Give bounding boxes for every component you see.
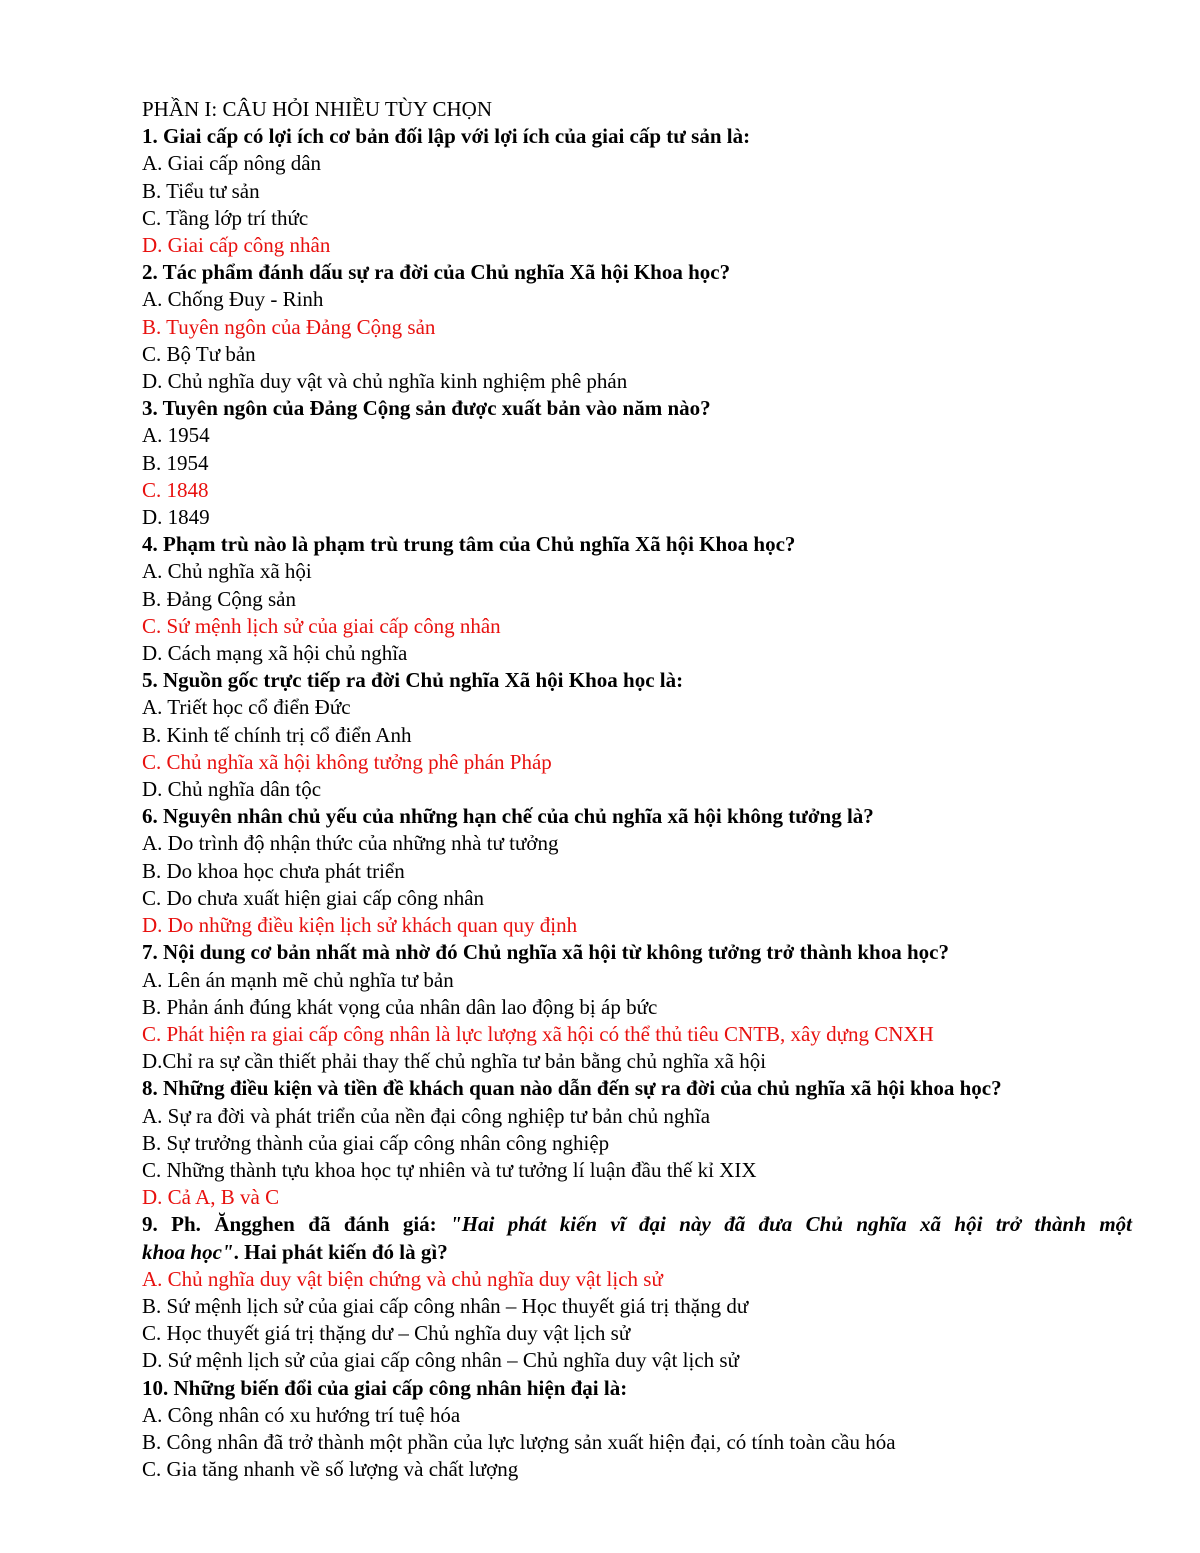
answer-option: B. 1954 xyxy=(142,450,209,475)
question-block xyxy=(142,667,1132,803)
answer-option: A. Sự ra đời và phát triển của nền đại công nghiệp tư bản chủ nghĩa xyxy=(142,1103,711,1128)
quote-line-2: khoa học" xyxy=(142,1239,234,1264)
question-block xyxy=(142,1375,1132,1484)
question-block xyxy=(142,395,1132,531)
question-text: 4. Phạm trù nào là phạm trù trung tâm của Chủ nghĩa Xã hội Khoa học? xyxy=(142,532,796,557)
answer-option: A. Triết học cổ điển Đức xyxy=(142,695,351,720)
question-text: 1. Giai cấp có lợi ích cơ bản đối lập với lợi ích của giai cấp tư sản là: xyxy=(142,124,751,149)
document-page xyxy=(142,96,1132,1483)
question-text: 3. Tuyên ngôn của Đảng Cộng sản được xuất bản vào năm nào? xyxy=(142,396,711,421)
answer-option: B. Tiểu tư sản xyxy=(142,178,260,203)
answer-option: C. Học thuyết giá trị thặng dư – Chủ nghĩa duy vật lịch sử xyxy=(142,1321,631,1346)
answer-option: B. Phản ánh đúng khát vọng của nhân dân lao động bị áp bức xyxy=(142,994,658,1019)
question-prefix: 9. Ph. Ăngghen đã đánh giá: xyxy=(142,1212,451,1237)
correct-answer-option: C. 1848 xyxy=(142,477,209,502)
answer-option: C. Những thành tựu khoa học tự nhiên và tư tưởng lí luận đầu thế kỉ XIX xyxy=(142,1157,757,1182)
answer-option: B. Công nhân đã trở thành một phần của lực lượng sản xuất hiện đại, có tính toàn cầu hóa xyxy=(142,1429,896,1454)
answer-option: A. Chủ nghĩa xã hội xyxy=(142,559,312,584)
correct-answer-option: B. Tuyên ngôn của Đảng Cộng sản xyxy=(142,314,436,339)
question-block xyxy=(142,939,1132,1075)
correct-answer-option: D. Cả A, B và C xyxy=(142,1185,280,1210)
answer-option: B. Do khoa học chưa phát triển xyxy=(142,858,405,883)
question-text: 2. Tác phẩm đánh dấu sự ra đời của Chủ nghĩa Xã hội Khoa học? xyxy=(142,260,731,285)
answer-option: B. Kinh tế chính trị cổ điển Anh xyxy=(142,722,412,747)
answer-option: B. Sứ mệnh lịch sử của giai cấp công nhân – Học thuyết giá trị thặng dư xyxy=(142,1293,749,1318)
question-text-continued xyxy=(142,1239,1132,1266)
question-block xyxy=(142,531,1132,667)
answer-option: C. Gia tăng nhanh về số lượng và chất lượng xyxy=(142,1457,519,1482)
answer-option: A. Do trình độ nhận thức của những nhà tư tưởng xyxy=(142,831,559,856)
question-text: 7. Nội dung cơ bản nhất mà nhờ đó Chủ nghĩa xã hội từ không tưởng trở thành khoa học? xyxy=(142,940,949,965)
answer-option: B. Đảng Cộng sản xyxy=(142,586,296,611)
question-block xyxy=(142,259,1132,395)
correct-answer-option: D. Do những điều kiện lịch sử khách quan quy định xyxy=(142,913,578,938)
question-suffix: . Hai phát kiến đó là gì? xyxy=(233,1239,448,1264)
question-text: 8. Những điều kiện và tiền đề khách quan nào dẫn đến sự ra đời của chủ nghĩa xã hội khoa học? xyxy=(142,1076,1002,1101)
answer-option: D. Sứ mệnh lịch sử của giai cấp công nhân – Chủ nghĩa duy vật lịch sử xyxy=(142,1348,739,1373)
question-block xyxy=(142,1211,1132,1374)
correct-answer-option: D. Giai cấp công nhân xyxy=(142,233,331,258)
answer-option: A. Lên án mạnh mẽ chủ nghĩa tư bản xyxy=(142,967,454,992)
answer-option: C. Bộ Tư bản xyxy=(142,341,256,366)
correct-answer-option: C. Sứ mệnh lịch sử của giai cấp công nhân xyxy=(142,613,501,638)
answer-option: B. Sự trưởng thành của giai cấp công nhân công nghiệp xyxy=(142,1130,610,1155)
answer-option: D. Cách mạng xã hội chủ nghĩa xyxy=(142,641,408,666)
answer-option: A. Công nhân có xu hướng trí tuệ hóa xyxy=(142,1402,461,1427)
answer-option: A. Chống Đuy - Rinh xyxy=(142,287,324,312)
section-heading: PHẦN I: CÂU HỎI NHIỀU TÙY CHỌN xyxy=(142,97,492,121)
answer-option: A. Giai cấp nông dân xyxy=(142,151,322,176)
quote-line-1: "Hai phát kiến vĩ đại này đã đưa Chủ nghĩa xã hội trở thành một xyxy=(450,1212,1132,1237)
answer-option: D. 1849 xyxy=(142,505,210,530)
correct-answer-option: C. Chủ nghĩa xã hội không tưởng phê phán Pháp xyxy=(142,749,552,774)
question-text: 5. Nguồn gốc trực tiếp ra đời Chủ nghĩa Xã hội Khoa học là: xyxy=(142,668,684,693)
answer-option: D. Chủ nghĩa duy vật và chủ nghĩa kinh nghiệm phê phán xyxy=(142,369,628,394)
answer-option: D.Chỉ ra sự cần thiết phải thay thế chủ nghĩa tư bản bằng chủ nghĩa xã hội xyxy=(142,1049,767,1074)
question-block xyxy=(142,803,1132,939)
answer-option: C. Tầng lớp trí thức xyxy=(142,205,309,230)
correct-answer-option: C. Phát hiện ra giai cấp công nhân là lực lượng xã hội có thể thủ tiêu CNTB, xây dựng CNXH xyxy=(142,1021,934,1046)
question-block xyxy=(142,1075,1132,1211)
answer-option: C. Do chưa xuất hiện giai cấp công nhân xyxy=(142,885,485,910)
answer-option: A. 1954 xyxy=(142,423,210,448)
question-block xyxy=(142,123,1132,259)
correct-answer-option: A. Chủ nghĩa duy vật biện chứng và chủ nghĩa duy vật lịch sử xyxy=(142,1266,663,1291)
question-text xyxy=(142,1211,1132,1238)
answer-option: D. Chủ nghĩa dân tộc xyxy=(142,777,322,802)
question-text: 10. Những biến đổi của giai cấp công nhân hiện đại là: xyxy=(142,1375,628,1400)
question-text: 6. Nguyên nhân chủ yếu của những hạn chế của chủ nghĩa xã hội không tưởng là? xyxy=(142,804,874,829)
